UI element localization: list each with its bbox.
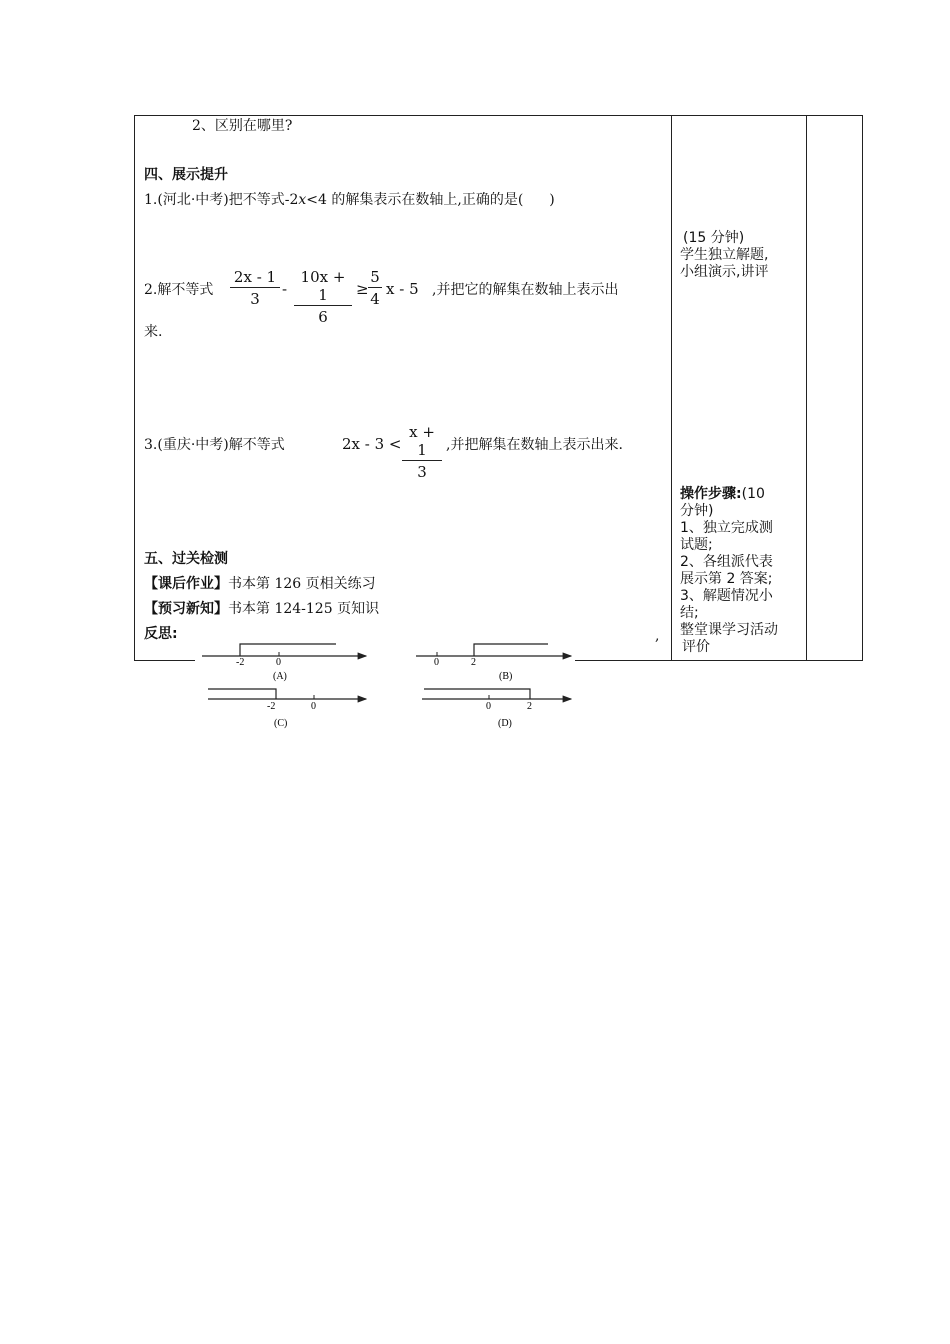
step-3b: 结; bbox=[680, 605, 699, 621]
tick-label-c-2: 0 bbox=[311, 701, 316, 712]
q2-f3-num: 5 bbox=[368, 268, 382, 288]
homework-line bbox=[144, 575, 376, 593]
q2-fraction-2 bbox=[294, 268, 352, 326]
tick-label-d-1: 0 bbox=[486, 701, 491, 712]
solution-ray-c bbox=[208, 689, 276, 699]
ops-time-a: (10 bbox=[741, 486, 765, 502]
q2-f1-num: 2x - 1 bbox=[230, 268, 280, 288]
ops-heading bbox=[680, 486, 765, 502]
q1-var: x bbox=[298, 192, 307, 208]
ops-time-b: 分钟) bbox=[680, 503, 714, 519]
q1-text2: <4 的解集表示在数轴上,正确的是( bbox=[306, 192, 524, 208]
side-line-1: 学生独立解题, bbox=[680, 247, 769, 263]
reflect-comma: , bbox=[655, 628, 660, 644]
border-gap bbox=[195, 658, 575, 664]
q3-lhs: 2x - 3 < bbox=[342, 435, 402, 453]
tick-label-a-2: 0 bbox=[276, 657, 281, 668]
tick-label-d-2: 2 bbox=[527, 701, 532, 712]
preview-line bbox=[144, 600, 379, 618]
q2-f1-den: 3 bbox=[250, 290, 260, 308]
step-2a: 2、各组派代表 bbox=[680, 554, 773, 570]
q2-tail: x - 5 bbox=[386, 280, 419, 298]
caption-a: (A) bbox=[273, 671, 287, 682]
column-divider-2 bbox=[806, 116, 807, 660]
section-4-title: 四、展示提升 bbox=[144, 167, 228, 183]
number-line-d bbox=[422, 689, 571, 729]
solution-ray-d bbox=[424, 689, 530, 699]
side-line-2: 小组演示,讲评 bbox=[680, 264, 769, 280]
preview-label: 【预习新知】 bbox=[144, 601, 228, 617]
q3-prefix: 3.(重庆·中考)解不等式 bbox=[144, 437, 285, 453]
q2-ge: ≥ bbox=[356, 280, 369, 298]
question-1 bbox=[144, 191, 555, 209]
q3-fraction bbox=[402, 423, 442, 481]
column-divider-1 bbox=[671, 116, 672, 660]
q1-close: ) bbox=[549, 192, 555, 208]
q2-suffix: ,并把它的解集在数轴上表示出 bbox=[432, 282, 619, 298]
q2-suffix-2: 来. bbox=[144, 324, 163, 340]
section-5-title: 五、过关检测 bbox=[144, 551, 228, 567]
q2-fraction-1 bbox=[230, 268, 280, 308]
preview-text: 书本第 124-125 页知识 bbox=[228, 601, 380, 617]
time-15: (15 分钟) bbox=[683, 230, 745, 246]
q2-fraction-3 bbox=[368, 268, 382, 308]
q3-suffix: ,并把解集在数轴上表示出来. bbox=[446, 437, 623, 453]
q2-f2-num: 10x + 1 bbox=[294, 268, 352, 306]
caption-d: (D) bbox=[498, 718, 512, 729]
q2-f3-den: 4 bbox=[370, 290, 380, 308]
reflect-label: 反思: bbox=[144, 626, 178, 642]
tick-label-b-2: 2 bbox=[471, 657, 476, 668]
number-line-c bbox=[208, 689, 366, 729]
question-difference: 2、区别在哪里? bbox=[192, 118, 293, 134]
q3-f-num: x + 1 bbox=[402, 423, 442, 461]
caption-c: (C) bbox=[274, 718, 288, 729]
q2-f2-den: 6 bbox=[318, 308, 328, 326]
step-1a: 1、独立完成测 bbox=[680, 520, 773, 536]
tick-label-a-1: -2 bbox=[236, 657, 245, 668]
homework-text: 书本第 126 页相关练习 bbox=[228, 576, 376, 592]
tick-label-b-1: 0 bbox=[434, 657, 439, 668]
ops-label: 操作步骤: bbox=[680, 486, 742, 502]
q2-prefix: 2.解不等式 bbox=[144, 282, 214, 298]
q1-text: (河北·中考)把不等式-2 bbox=[157, 192, 299, 208]
step-2b: 展示第 2 答案; bbox=[680, 571, 773, 587]
q1-prefix: 1. bbox=[144, 192, 158, 208]
q2-minus: - bbox=[282, 280, 288, 298]
tick-label-c-1: -2 bbox=[267, 701, 276, 712]
caption-b: (B) bbox=[499, 671, 513, 682]
q3-f-den: 3 bbox=[417, 463, 427, 481]
step-1b: 试题; bbox=[680, 537, 713, 553]
step-3a: 3、解题情况小 bbox=[680, 588, 773, 604]
homework-label: 【课后作业】 bbox=[144, 576, 228, 592]
step-4b: 评价 bbox=[682, 639, 710, 655]
step-4a: 整堂课学习活动 bbox=[680, 622, 778, 638]
